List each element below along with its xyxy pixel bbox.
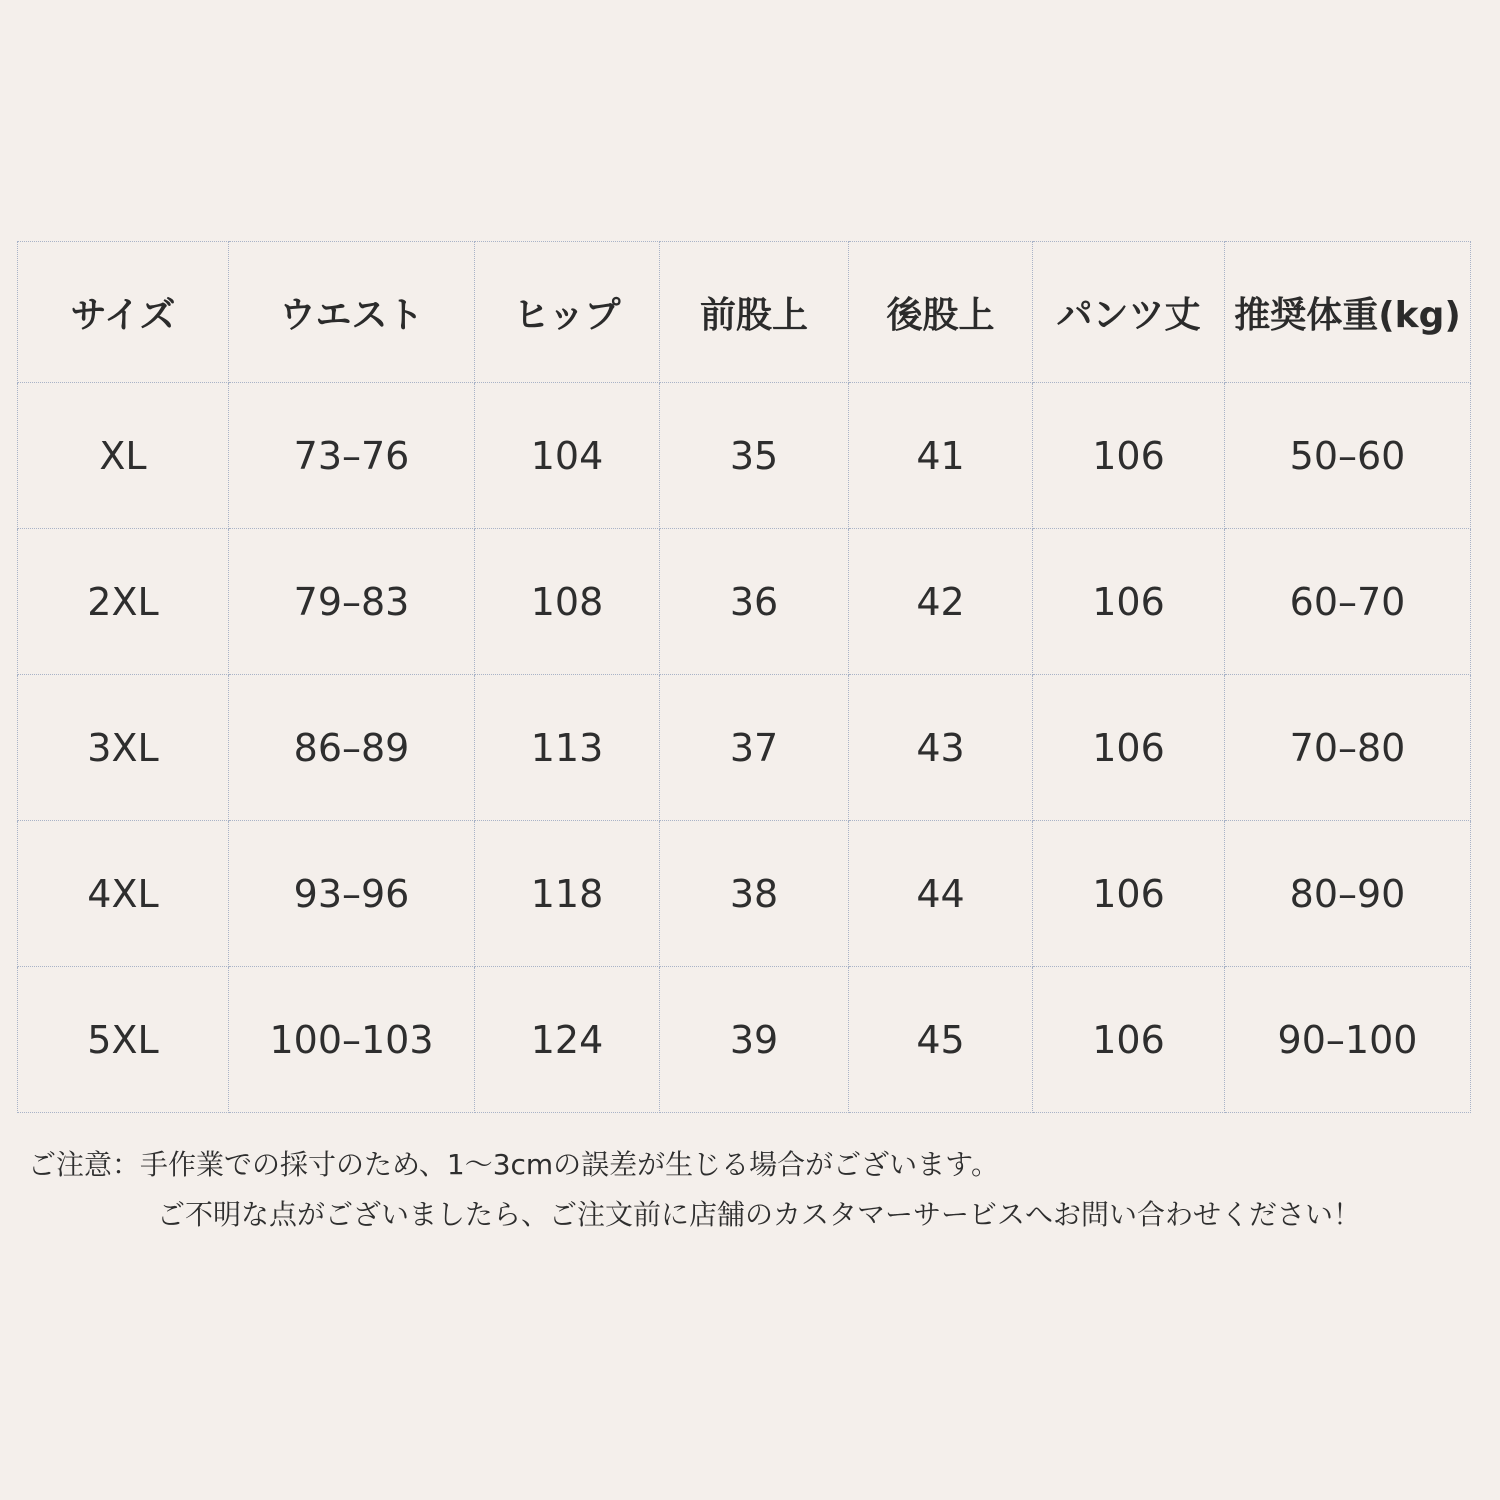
cell-recommended-weight: 60–70 — [1225, 529, 1471, 675]
cell-recommended-weight: 90–100 — [1225, 967, 1471, 1113]
header-back-rise: 後股上 — [849, 242, 1033, 383]
cell-recommended-weight: 50–60 — [1225, 383, 1471, 529]
header-hip: ヒップ — [475, 242, 660, 383]
contact-note: ご不明な点がございましたら、ご注文前に店舗のカスタマーサービスへお問い合わせください！ — [157, 1198, 1362, 1231]
header-size: サイズ — [18, 242, 229, 383]
table-row — [18, 383, 1471, 529]
header-waist: ウエスト — [229, 242, 475, 383]
cell-back-rise: 42 — [849, 529, 1033, 675]
cell-pants-length: 106 — [1033, 675, 1225, 821]
cell-size: 3XL — [18, 675, 229, 821]
cell-pants-length: 106 — [1033, 383, 1225, 529]
size-chart-table — [17, 241, 1471, 1113]
cell-front-rise: 38 — [660, 821, 849, 967]
cell-waist: 79–83 — [229, 529, 475, 675]
cell-pants-length: 106 — [1033, 529, 1225, 675]
cell-size: 5XL — [18, 967, 229, 1113]
cell-waist: 100–103 — [229, 967, 475, 1113]
cell-front-rise: 36 — [660, 529, 849, 675]
cell-hip: 108 — [475, 529, 660, 675]
cell-recommended-weight: 70–80 — [1225, 675, 1471, 821]
cell-hip: 113 — [475, 675, 660, 821]
cell-back-rise: 44 — [849, 821, 1033, 967]
measurement-note: ご注意：手作業での採寸のため、1～3cmの誤差が生じる場合がございます。 — [28, 1148, 999, 1181]
cell-size: 2XL — [18, 529, 229, 675]
cell-hip: 104 — [475, 383, 660, 529]
cell-front-rise: 35 — [660, 383, 849, 529]
cell-size: XL — [18, 383, 229, 529]
table-row — [18, 967, 1471, 1113]
cell-recommended-weight: 80–90 — [1225, 821, 1471, 967]
header-pants-length: パンツ丈 — [1033, 242, 1225, 383]
cell-waist: 86–89 — [229, 675, 475, 821]
header-recommended-weight: 推奨体重(kg) — [1225, 242, 1471, 383]
table-header-row — [18, 242, 1471, 383]
cell-waist: 93–96 — [229, 821, 475, 967]
table-row — [18, 529, 1471, 675]
cell-hip: 118 — [475, 821, 660, 967]
cell-back-rise: 45 — [849, 967, 1033, 1113]
cell-pants-length: 106 — [1033, 967, 1225, 1113]
cell-hip: 124 — [475, 967, 660, 1113]
table-row — [18, 675, 1471, 821]
cell-pants-length: 106 — [1033, 821, 1225, 967]
cell-back-rise: 43 — [849, 675, 1033, 821]
cell-size: 4XL — [18, 821, 229, 967]
table-row — [18, 821, 1471, 967]
cell-front-rise: 39 — [660, 967, 849, 1113]
cell-waist: 73–76 — [229, 383, 475, 529]
header-front-rise: 前股上 — [660, 242, 849, 383]
cell-back-rise: 41 — [849, 383, 1033, 529]
cell-front-rise: 37 — [660, 675, 849, 821]
